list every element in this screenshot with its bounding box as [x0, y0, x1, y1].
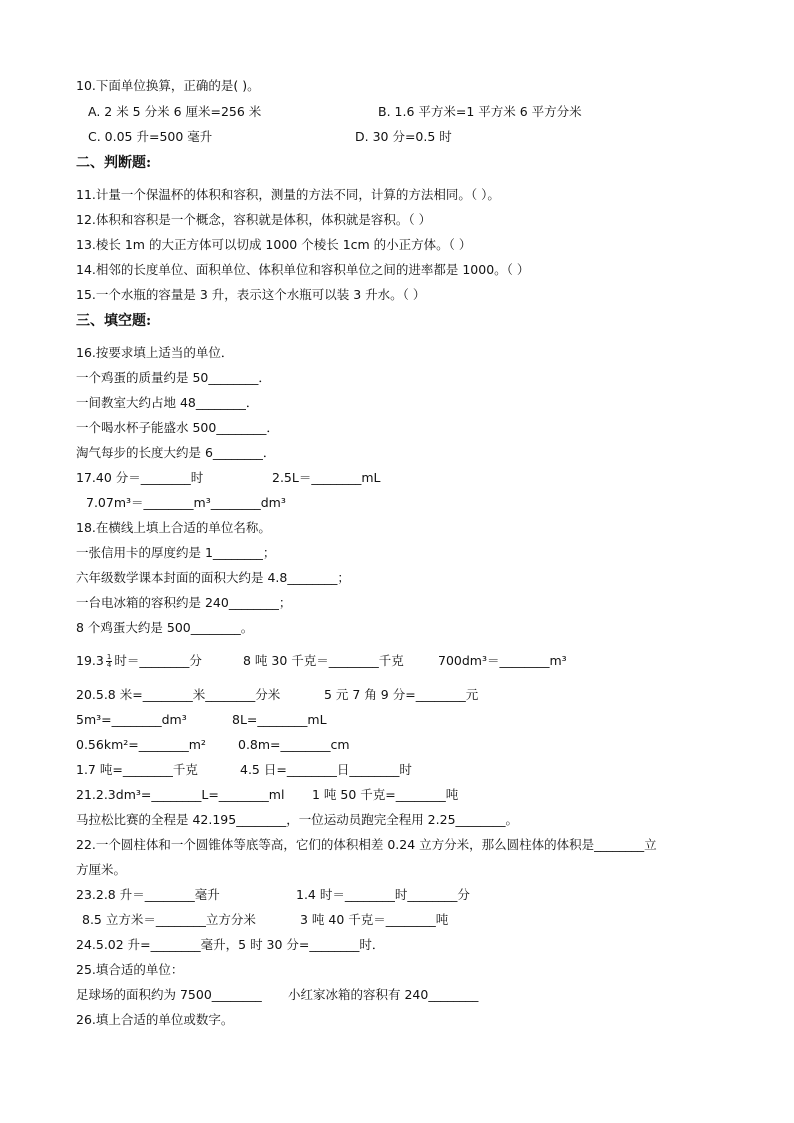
q20-part-c: 5m³=________dm³: [76, 712, 187, 727]
q20-part-b: 5 元 7 角 9 分=________元: [324, 687, 479, 702]
q21-part-a: 21.2.3dm³=________L=________ml: [76, 787, 285, 802]
q16-line: 一个喝水杯子能盛水 500________．: [76, 420, 279, 435]
q25-part-a: 足球场的面积约为 7500________: [76, 987, 262, 1002]
one-quarter-fraction: $\frac{1}{4}$: [106, 653, 112, 669]
q19-part-c: 700dm³＝________m³: [438, 653, 567, 668]
q25-part-b: 小红家冰箱的容积有 240________: [288, 987, 479, 1002]
judge-item: 12.体积和容积是一个概念，容积就是体积，体积就是容积。（ ）: [76, 212, 432, 227]
q23-part-a: 23.2.8 升＝________毫升: [76, 887, 220, 902]
q24-line: 24.5.02 升=________毫升，5 时 30 分=________时．: [76, 937, 385, 952]
q19-rest: 时＝________分: [114, 653, 202, 668]
q20-part-e: 0.56km²=________m²: [76, 737, 206, 752]
q23-part-b: 1.4 时＝________时________分: [296, 887, 470, 902]
judge-item: 13.棱长 1m 的大正方体可以切成 1000 个棱长 1cm 的小正方体。（ ）: [76, 237, 472, 252]
q16-stem: 16.按要求填上适当的单位．: [76, 345, 234, 360]
q10-option-c: C. 0.05 升=500 毫升: [88, 129, 213, 144]
q10-option-a: A. 2 米 5 分米 6 厘米=256 米: [88, 104, 262, 119]
q19-part-b: 8 吨 30 千克＝________千克: [243, 653, 404, 668]
section-fill-heading: 三、填空题:: [76, 313, 152, 329]
q10-stem: 10.下面单位换算，正确的是( )。: [76, 78, 260, 93]
q16-line: 一间教室大约占地 48________．: [76, 395, 259, 410]
q26-stem: 26.填上合适的单位或数字。: [76, 1012, 234, 1027]
q25-stem: 25.填合适的单位：: [76, 962, 184, 977]
judge-item: 15.一个水瓶的容量是 3 升，表示这个水瓶可以装 3 升水。（ ）: [76, 287, 426, 302]
q20-part-d: 8L=________mL: [232, 712, 327, 727]
q17-part-b: 2.5L＝________mL: [272, 470, 381, 485]
judge-item: 11.计量一个保温杯的体积和容积，测量的方法不同，计算的方法相同。（ ）。: [76, 187, 500, 202]
q19-part-a: [76, 653, 202, 669]
q18-line: 一台电冰箱的容积约是 240________；: [76, 595, 292, 610]
q22-line-1: 22.一个圆柱体和一个圆锥体等底等高，它们的体积相差 0.24 立方分米，那么圆柱体的体积是________立: [76, 837, 657, 852]
q18-stem: 18.在横线上填上合适的单位名称。: [76, 520, 271, 535]
q21-part-c: 马拉松比赛的全程是 42.195________，一位运动员跑完全程用 2.25________。: [76, 812, 519, 827]
q16-line: 一个鸡蛋的质量约是 50________．: [76, 370, 271, 385]
q17-part-a: 17.40 分＝________时: [76, 470, 204, 485]
q10-option-d: D. 30 分=0.5 时: [355, 129, 452, 144]
q18-line: 一张信用卡的厚度约是 1________；: [76, 545, 276, 560]
q20-part-f: 0.8m=________cm: [238, 737, 350, 752]
q16-line: 淘气每步的长度大约是 6________．: [76, 445, 276, 460]
q20-part-h: 4.5 日=________日________时: [240, 762, 412, 777]
q22-line-2: 方厘米。: [76, 862, 127, 877]
section-judge-heading: 二、判断题:: [76, 155, 152, 171]
judge-item: 14.相邻的长度单位、面积单位、体积单位和容积单位之间的进率都是 1000。（ ）: [76, 262, 530, 277]
q20-part-g: 1.7 吨=________千克: [76, 762, 198, 777]
q18-line: 8 个鸡蛋大约是 500________。: [76, 620, 254, 635]
q10-option-b: B. 1.6 平方米=1 平方米 6 平方分米: [378, 104, 582, 119]
q21-part-b: 1 吨 50 千克=________吨: [312, 787, 459, 802]
q17-part-c: 7.07m³＝________m³________dm³: [86, 495, 286, 510]
q23-part-d: 3 吨 40 千克＝________吨: [300, 912, 449, 927]
q23-part-c: 8.5 立方米＝________立方分米: [82, 912, 256, 927]
q18-line: 六年级数学课本封面的面积大约是 4.8________；: [76, 570, 350, 585]
q19-prefix: 19.3: [76, 653, 104, 668]
q20-part-a: 20.5.8 米=________米________分米: [76, 687, 281, 702]
